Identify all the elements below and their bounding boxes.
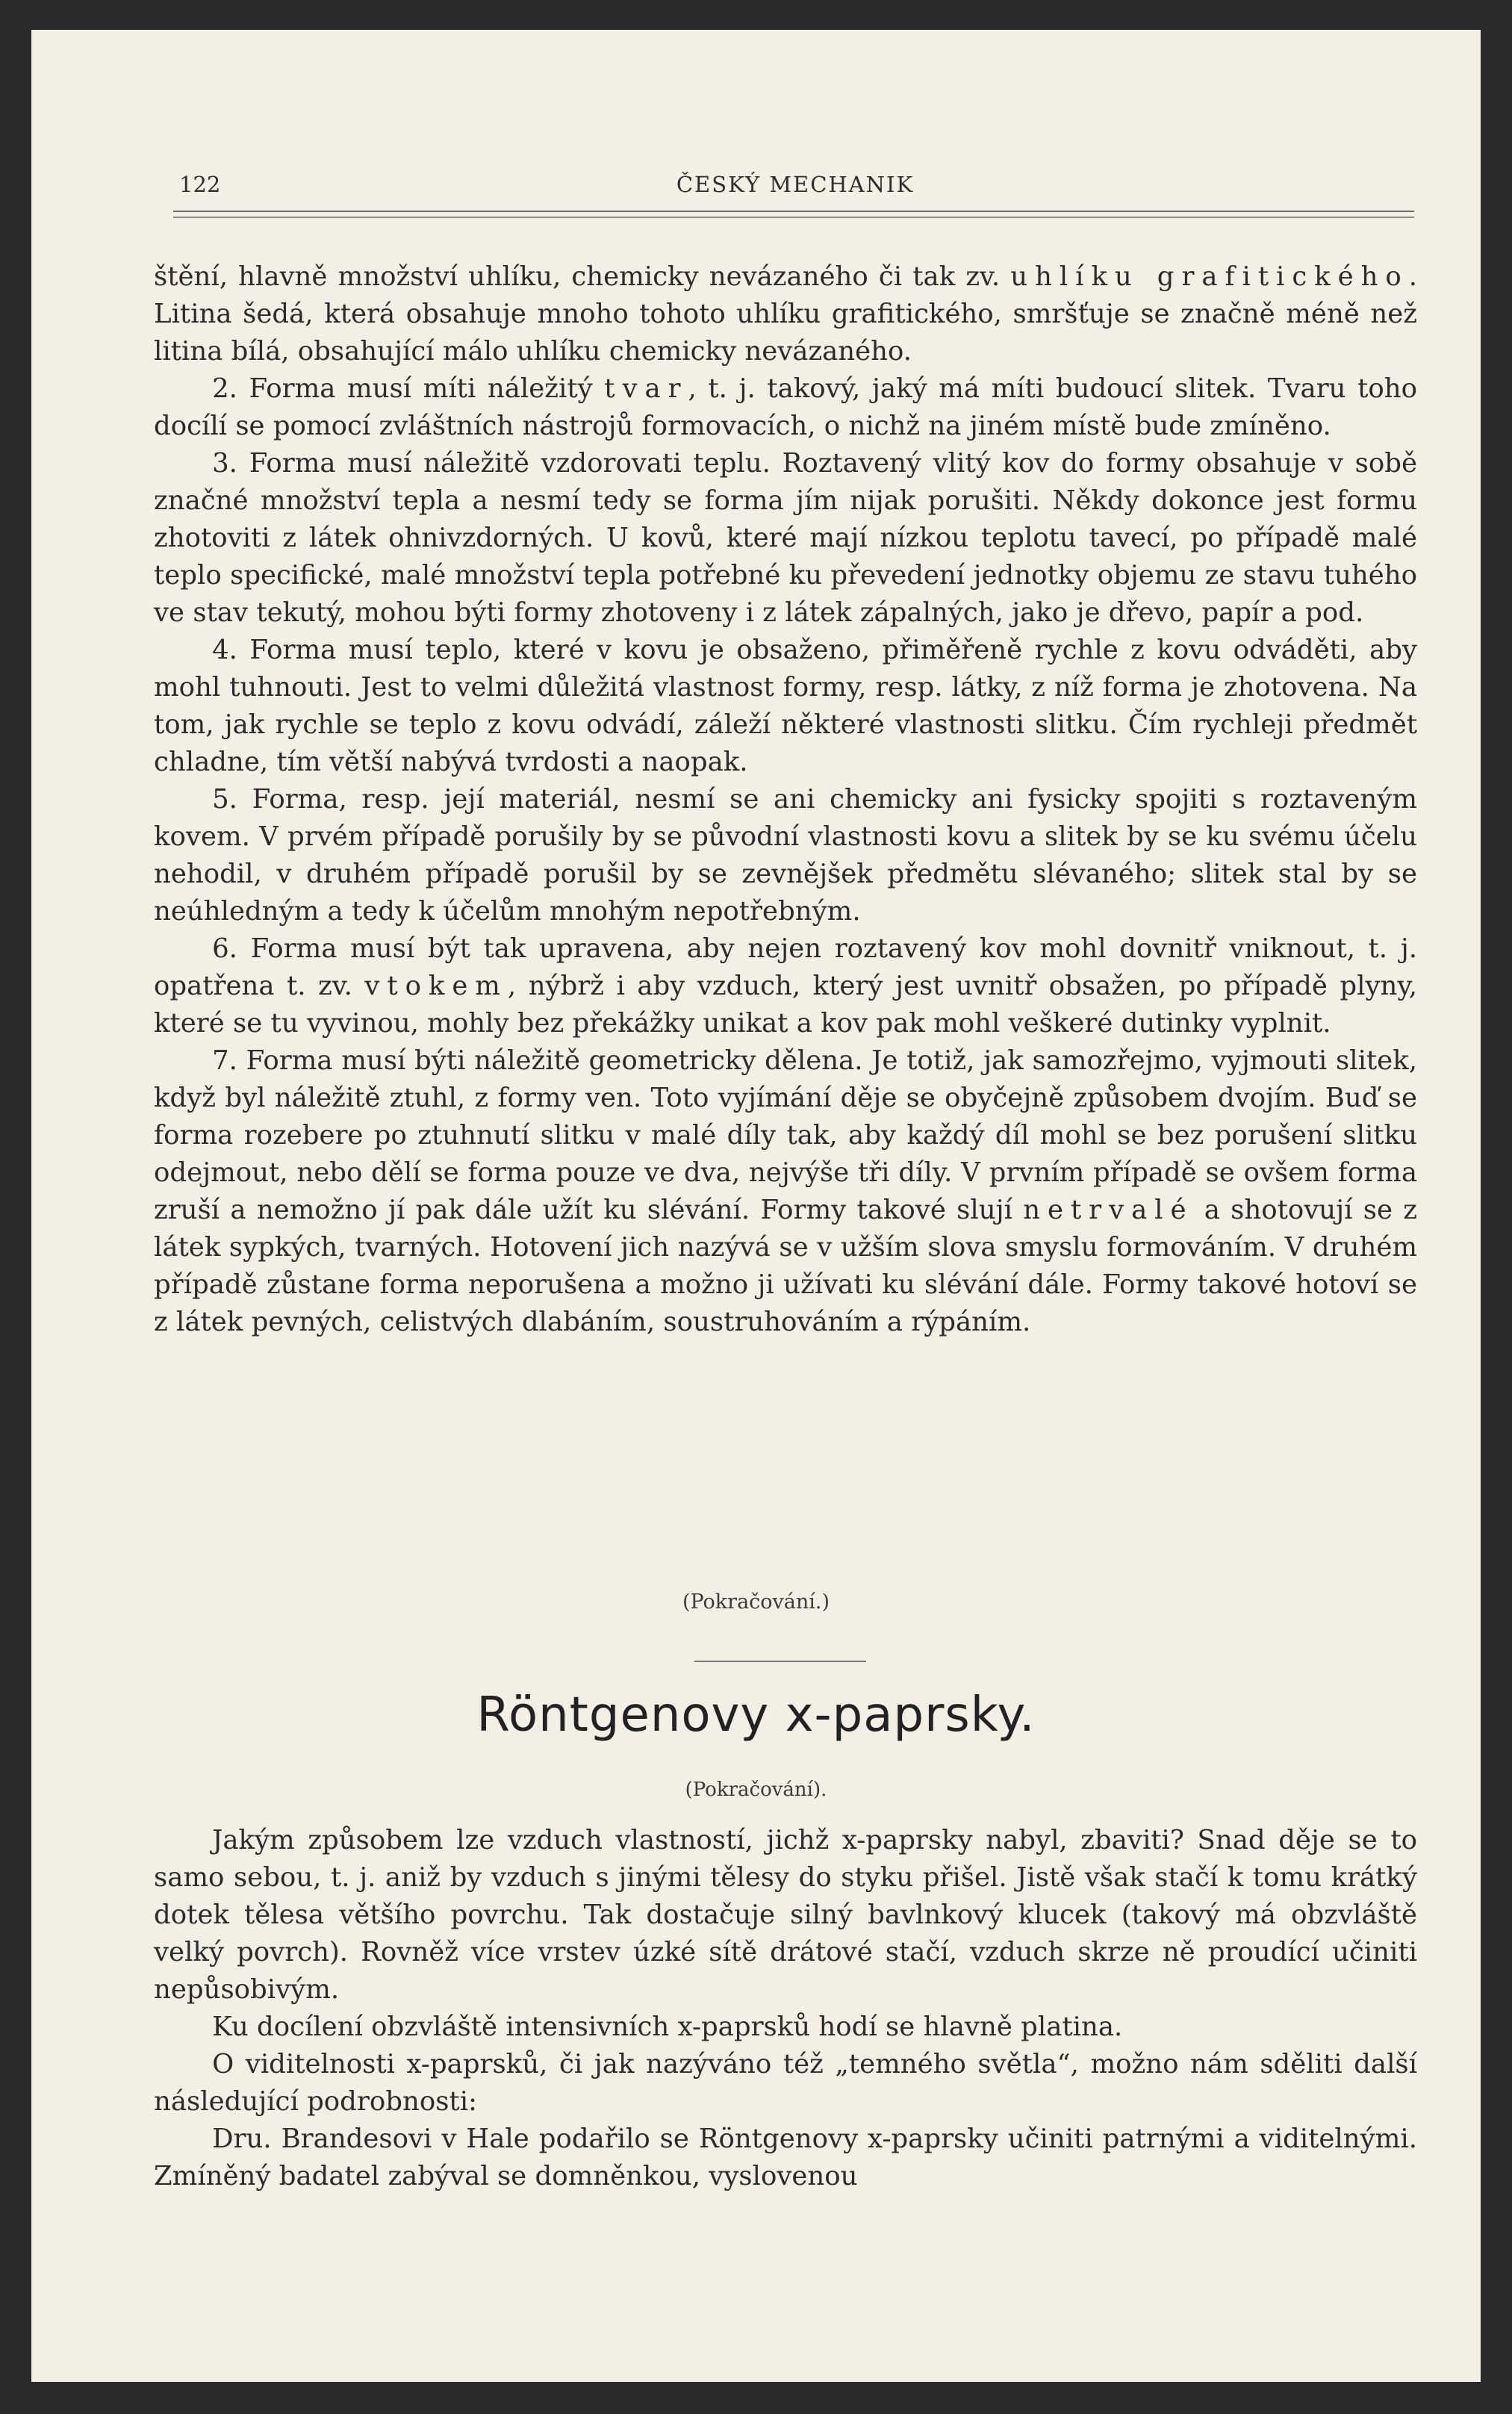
article-continued-note: (Pokračování). xyxy=(685,1779,827,1801)
text-run: štění, hlavně množství uhlíku, chemicky nevázaného či tak zv. xyxy=(154,261,1011,292)
paragraph xyxy=(154,2121,1417,2195)
text-run: O viditelnosti x-paprsků, či jak nazýváno též „temného světla“, možno nám sděliti další následující podrobnosti: xyxy=(154,2049,1417,2117)
page-number: 122 xyxy=(179,172,221,197)
text-run: 3. Forma musí náležitě vzdorovati teplu. Roztavený vlitý kov do formy obsahuje v sobě značné množství tepla a nesmí tedy se forma jím nijak porušiti. Někdy dokonce jest formu zhotoviti z látek ohnivzdorných. U kovů, které mají nízkou teplotu tavecí, po případě malé teplo specifické, malé množství tepla potřebné ku převedení jednotky objemu ze stavu tuhého ve stav tekutý, mohou býti formy zhotoveny i z látek zápalných, jako je dřevo, papír a pod. xyxy=(154,448,1417,628)
text-run: Jakým způsobem lze vzduch vlastností, jichž x-paprsky nabyl, zbaviti? Snad děje se to samo sebou, t. j. aniž by vzduch s jinými tělesy do styku přišel. Jistě však stačí k tomu krátký dotek tělesa většího povrchu. Tak dostačuje silný bavlnkový klucek (takový má obzvláště velký povrch). Rovněž více vrstev úzké sítě drátové stačí, vzduch skrze ně proudící učiniti nepůsobivým. xyxy=(154,1825,1417,2005)
paragraph xyxy=(154,930,1417,1042)
paragraph xyxy=(154,781,1417,930)
continued-note: (Pokračování.) xyxy=(682,1590,830,1614)
paragraph xyxy=(154,632,1417,781)
text-run: 5. Forma, resp. její materiál, nesmí se ani chemicky ani fysicky spojiti s roztaveným kovem. V prvém případě porušily by se původní vlastnosti kovu a slitek by se ku svému účelu nehodil, v druhém případě porušil by se zevnějšek předmětu slévaného; slitek stal by se neúhledným a tedy k účelům mnohým nepotřebným. xyxy=(154,784,1417,927)
text-run: , nýbrž i aby vzduch, který jest uvnitř obsažen, po případě plyny, které se tu vyvinou, mohly bez překážky unikat a kov pak mohl veškeré dutinky vyplnit. xyxy=(154,971,1417,1039)
text-run: 4. Forma musí teplo, které v kovu je obsaženo, přiměřeně rychle z kovu odváděti, aby mohl tuhnouti. Jest to velmi důležitá vlastnost formy, resp. látky, z níž forma je zhotovena. Na tom, jak rychle se teplo z kovu odvádí, záleží některé vlastnosti slitku. Čím rychleji předmět chladne, tím větší nabývá tvrdosti a naopak. xyxy=(154,635,1417,777)
paragraph xyxy=(154,2009,1417,2046)
header-rule xyxy=(173,211,1414,218)
paragraph xyxy=(154,258,1417,370)
text-run: 2. Forma musí míti náležitý xyxy=(212,373,605,404)
running-header xyxy=(179,172,1411,202)
paragraph xyxy=(154,1822,1417,2009)
text-run: , t. j. takový, jaký má míti budoucí slitek. Tvaru toho docílí se pomocí zvláštních nástrojů formovacích, o nichž na jiném místě bude zmíněno. xyxy=(154,373,1418,441)
section-body xyxy=(154,258,1417,1341)
paragraph xyxy=(154,1042,1417,1341)
article-body xyxy=(154,1822,1417,2195)
paragraph xyxy=(154,2046,1417,2121)
emphasis-spaced: tvar xyxy=(604,373,688,404)
text-run: Ku docílení obzvláště intensivních x-paprsků hodí se hlavně platina. xyxy=(212,2012,1123,2042)
text-run: 6. Forma musí být tak upravena, aby nejen roztavený kov mohl dovnitř vniknout, t. j. opatřena t. zv. xyxy=(154,933,1417,1001)
article-title: Röntgenovy x-paprsky. xyxy=(476,1687,1036,1743)
paragraph xyxy=(154,370,1417,445)
paragraph xyxy=(154,445,1417,632)
text-run: Dru. Brandesovi v Hale podařilo se Röntgenovy x-paprsky učiniti patrnými a viditelnými. Zmíněný badatel zabýval se domněnkou, vyslovenou xyxy=(154,2124,1417,2191)
article-divider xyxy=(694,1661,866,1662)
text-run: 7. Forma musí býti náležitě geometricky dělena. Je totiž, jak samozřejmo, vyjmouti slitek, když byl náležitě ztuhl, z formy ven. Toto vyjímání děje se obyčejně způsobem dvojím. Buď se forma rozebere po ztuhnutí slitku v malé díly tak, aby každý díl mohl se bez porušení slitku odejmout, nebo dělí se forma pouze ve dva, nejvýše tři díly. V prvním případě se ovšem forma zruší a nemožno jí pak dále užít ku slévání. Formy takové slují xyxy=(154,1045,1417,1225)
journal-title: ČESKÝ MECHANIK xyxy=(676,172,915,197)
text-run: . Litina šedá, která obsahuje mnoho tohoto uhlíku grafitického, smršťuje se značně méně než litina bílá, obsahující málo uhlíku chemicky nevázaného. xyxy=(154,261,1417,367)
emphasis-spaced: uhlíku grafitického xyxy=(1010,261,1409,292)
text-run: a shotovují se z látek sypkých, tvarných. Hotovení jich nazývá se v užším slova smyslu formováním. V druhém případě zůstane forma neporušena a možno ji užívati ku slévání dále. Formy takové hotoví se z látek pevných, celistvých dlabáním, soustruhováním a rýpáním. xyxy=(154,1195,1417,1337)
emphasis-spaced: vtokem xyxy=(364,971,508,1001)
emphasis-spaced: netrvalé xyxy=(1023,1195,1194,1225)
